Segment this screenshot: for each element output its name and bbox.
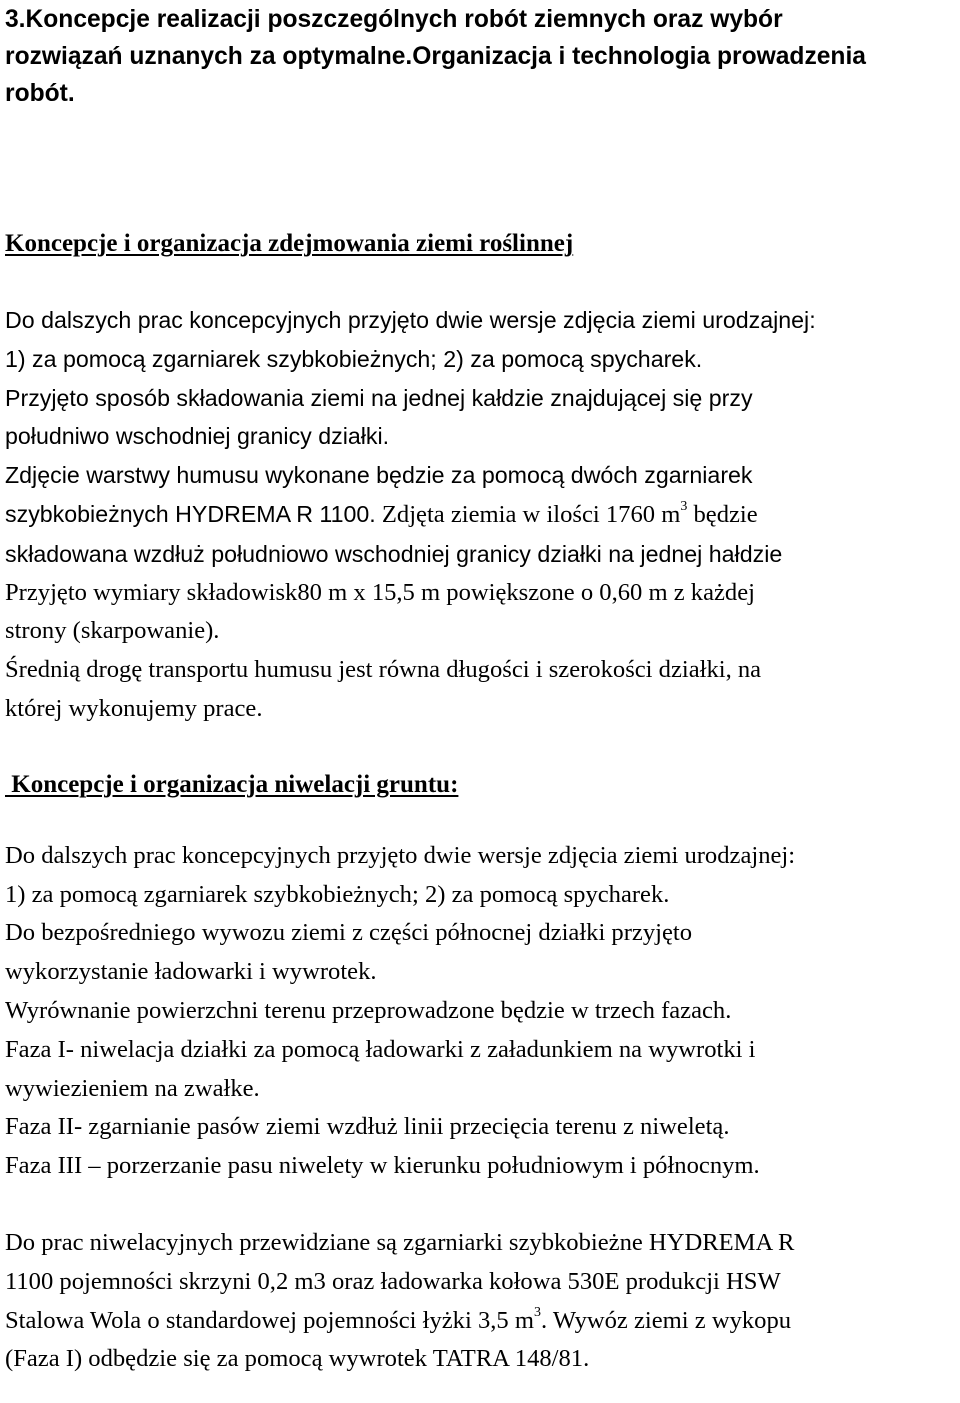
title-line: rozwiązań uznanych za optymalne.Organizacja i technologia prowadzenia [5,43,866,70]
text-line: Przyjęto sposób składowania ziemi na jednej kałdzie znajdującej się przy [5,384,753,411]
document-title [5,0,957,112]
text-line: Faza I- niwelacja działki za pomocą ładowarki z załadunkiem na wywrotki i [5,1035,756,1063]
text-line: Do dalszych prac koncepcyjnych przyjęto dwie wersje zdjęcia ziemi urodzajnej: [5,841,796,869]
title-line: 3.Koncepcje realizacji poszczególnych robót ziemnych oraz wybór [5,6,783,33]
text-line: (Faza I) odbędzie się za pomocą wywrotek TATRA 148/81. [5,1345,590,1373]
section-heading-leveling: Koncepcje i organizacja niwelacji gruntu: [5,770,459,798]
text-line: Zdjęcie warstwy humusu wykonane będzie za pomocą dwóch zgarniarek [5,462,753,489]
title-line: robót. [5,80,75,107]
text-fragment: Zdjęta ziemia w ilości 1760 m [375,500,681,528]
text-fragment: będzie [687,500,758,528]
text-line: 1) za pomocą zgarniarek szybkobieżnych; 2) za pomocą spycharek. [5,345,703,372]
text-line: 1100 pojemności skrzyni 0,2 m3 oraz ładowarka kołowa 530E produkcji HSW [5,1267,781,1295]
document-page [5,0,957,1379]
text-line: Do prac niwelacyjnych przewidziane są zgarniarki szybkobieżne HYDREMA R [5,1228,795,1256]
text-line: Faza III – porzerzanie pasu niwelety w kierunku południowym i północnym. [5,1152,760,1180]
text-line: składowana wzdłuż południowo wschodniej granicy działki na jednej hałdzie [5,540,783,567]
paragraph-equipment [5,1224,957,1379]
text-line: wykorzystanie ładowarki i wywrotek. [5,958,377,986]
text-line: strony (skarpowanie). [5,617,220,645]
text-line: Średnią drogę transportu humusu jest równa długości i szerokości działki, na [5,656,762,684]
section-heading-topsoil: Koncepcje i organizacja zdejmowania ziemi roślinnej [5,230,574,257]
text-fragment: . Wywóz ziemi z wykopu [540,1306,792,1334]
paragraph-topsoil [5,301,957,729]
text-line [5,495,957,535]
text-fragment: Stalowa Wola o standardowej pojemności łyżki 3,5 m [5,1306,534,1334]
text-line: wywiezieniem na zwałke. [5,1074,260,1102]
text-line: Do dalszych prac koncepcyjnych przyjęto dwie wersje zdjęcia ziemi urodzajnej: [5,307,816,333]
text-line: Faza II- zgarnianie pasów ziemi wzdłuż linii przecięcia terenu z niweletą. [5,1113,730,1141]
text-fragment: szybkobieżnych HYDREMA R 1100. [5,500,376,527]
text-line: której wykonujemy prace. [5,694,263,722]
paragraph-leveling [5,837,957,1186]
text-line: Do bezpośredniego wywozu ziemi z części północnej działki przyjęto [5,919,693,947]
text-line: Przyjęto wymiary składowisk80 m x 15,5 m powiększone o 0,60 m z każdej [5,578,755,606]
text-line: południwo wschodniej granicy działki. [5,423,390,450]
text-line [5,1302,957,1341]
superscript: 3 [533,1304,541,1320]
superscript: 3 [680,498,688,514]
text-line: 1) za pomocą zgarniarek szybkobieżnych; 2) za pomocą spycharek. [5,880,670,908]
text-line: Wyrównanie powierzchni terenu przeprowadzone będzie w trzech fazach. [5,996,732,1024]
